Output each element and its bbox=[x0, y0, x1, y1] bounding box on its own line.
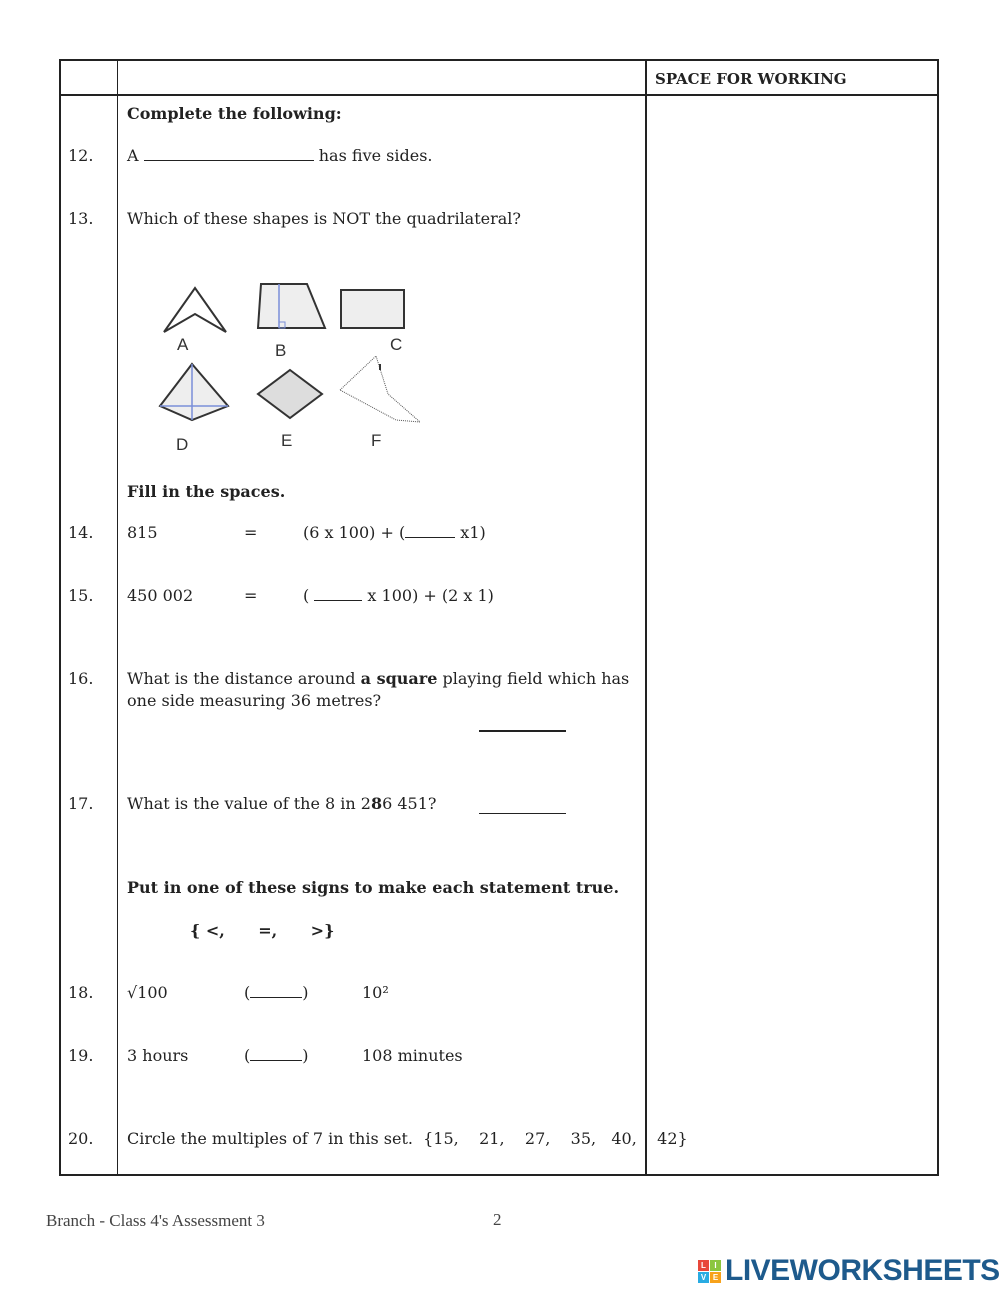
section-complete-heading: Complete the following: bbox=[127, 104, 342, 123]
q15-right bbox=[303, 586, 494, 606]
q14-left: 815 bbox=[127, 523, 158, 542]
logo-tile-e: E bbox=[710, 1272, 721, 1283]
q12-pre: A bbox=[127, 146, 139, 165]
signs-set: { <, =, >} bbox=[190, 921, 335, 940]
q19-open: ( bbox=[244, 1046, 251, 1065]
q16-line2: one side measuring 36 metres? bbox=[127, 691, 382, 710]
q18-right: 10² bbox=[362, 983, 389, 1002]
q16-pre: What is the distance around bbox=[127, 669, 361, 688]
q18-close: ) bbox=[302, 983, 309, 1002]
q18-bracket bbox=[244, 983, 309, 1003]
q16-line1 bbox=[127, 669, 629, 689]
q15-right-pre: ( bbox=[303, 586, 315, 605]
table-col-divider-1 bbox=[117, 59, 118, 1176]
shape-label-f: F bbox=[371, 431, 382, 450]
q17-text bbox=[127, 794, 436, 814]
q18-left: √100 bbox=[127, 983, 168, 1002]
section-fill-heading: Fill in the spaces. bbox=[127, 482, 286, 501]
q17-pre: What is the value of the 8 in 2 bbox=[127, 794, 371, 813]
q17-bold: 8 bbox=[370, 794, 383, 813]
q12-answer-blank[interactable] bbox=[144, 146, 314, 161]
logo-tile-i: I bbox=[710, 1260, 721, 1271]
q17-answer-blank[interactable] bbox=[479, 813, 566, 814]
q14-right-pre: (6 x 100) + ( bbox=[303, 523, 406, 542]
table-border-top bbox=[59, 59, 939, 61]
logo-tiles-icon bbox=[698, 1260, 721, 1283]
q14-answer-blank[interactable] bbox=[405, 523, 455, 538]
page-number: 2 bbox=[493, 1210, 502, 1229]
space-for-working-header: SPACE FOR WORKING bbox=[655, 70, 847, 88]
shape-a-arrowhead bbox=[164, 288, 226, 332]
shape-label-b: B bbox=[275, 341, 287, 360]
q20-text: Circle the multiples of 7 in this set. {15, 21, 27, 35, 40, 42} bbox=[127, 1129, 688, 1148]
shape-c-rectangle bbox=[341, 290, 404, 328]
shape-b-trapezoid bbox=[258, 284, 325, 328]
q19-right: 108 minutes bbox=[362, 1046, 463, 1065]
q14-equals: = bbox=[244, 523, 258, 542]
q14-right bbox=[303, 523, 486, 543]
q14-right-post: x1) bbox=[455, 523, 486, 542]
shape-label-d: D bbox=[176, 435, 189, 454]
section-signs-heading: Put in one of these signs to make each statement true. bbox=[127, 878, 620, 897]
q12-number: 12. bbox=[68, 146, 94, 165]
q19-number: 19. bbox=[68, 1046, 94, 1065]
table-col-divider-2 bbox=[645, 59, 647, 1176]
q13-text: Which of these shapes is NOT the quadrilateral? bbox=[127, 209, 521, 228]
q16-bold: a square bbox=[360, 669, 438, 688]
q19-answer-blank[interactable] bbox=[250, 1046, 302, 1061]
q12-text bbox=[127, 146, 433, 166]
q18-number: 18. bbox=[68, 983, 94, 1002]
table-border-right bbox=[937, 59, 939, 1176]
logo-tile-l: L bbox=[698, 1260, 709, 1271]
q14-number: 14. bbox=[68, 523, 94, 542]
shape-e-rhombus bbox=[258, 370, 322, 418]
table-border-left bbox=[59, 59, 61, 1176]
footer-title: Branch - Class 4's Assessment 3 bbox=[46, 1211, 265, 1230]
q16-answer-blank[interactable] bbox=[479, 730, 566, 732]
q19-bracket bbox=[244, 1046, 309, 1066]
q20-number: 20. bbox=[68, 1129, 94, 1148]
quadrilateral-shapes-figure bbox=[120, 270, 440, 470]
q16-number: 16. bbox=[68, 669, 94, 688]
shape-label-c: C bbox=[390, 335, 403, 354]
table-header-divider bbox=[59, 94, 939, 96]
q15-number: 15. bbox=[68, 586, 94, 605]
q19-close: ) bbox=[302, 1046, 309, 1065]
shape-label-a: A bbox=[177, 335, 189, 354]
logo-text: LIVEWORKSHEETS bbox=[725, 1254, 1000, 1287]
q12-post: has five sides. bbox=[318, 146, 433, 165]
shape-label-e: E bbox=[281, 431, 293, 450]
q15-left: 450 002 bbox=[127, 586, 194, 605]
table-border-bottom bbox=[59, 1174, 939, 1176]
q15-answer-blank[interactable] bbox=[314, 586, 362, 601]
liveworksheets-logo[interactable] bbox=[698, 1254, 1000, 1288]
q18-answer-blank[interactable] bbox=[250, 983, 302, 998]
logo-tile-v: V bbox=[698, 1272, 709, 1283]
shape-d-kite bbox=[160, 364, 228, 420]
q13-number: 13. bbox=[68, 209, 94, 228]
q15-equals: = bbox=[244, 586, 258, 605]
q17-post: 6 451? bbox=[382, 794, 437, 813]
q17-number: 17. bbox=[68, 794, 94, 813]
q15-right-post: x 100) + (2 x 1) bbox=[362, 586, 494, 605]
q19-left: 3 hours bbox=[127, 1046, 189, 1065]
q16-post: playing field which has bbox=[437, 669, 630, 688]
q18-open: ( bbox=[244, 983, 251, 1002]
